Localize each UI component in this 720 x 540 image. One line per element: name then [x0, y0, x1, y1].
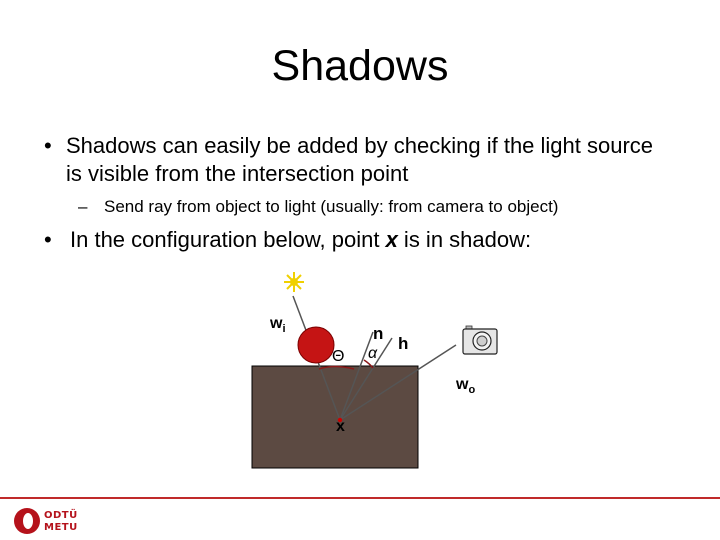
- wo-label: $w_o$: [456, 376, 476, 396]
- bullet-marker: •: [44, 133, 52, 158]
- x-label: x: [336, 418, 345, 435]
- logo-line-2: METU: [44, 522, 78, 533]
- bullet-text: In the configuration below, point x is in shadow:: [70, 227, 532, 252]
- bullet-marker: •: [44, 227, 52, 252]
- sub-bullet-text: Send ray from object to light (usually: from camera to object): [104, 197, 559, 216]
- point-x-emphasis: x: [385, 227, 398, 252]
- logo-line-1: ODTÜ: [44, 510, 78, 521]
- wi-label: $w_i$: [270, 315, 286, 335]
- h-label: h: [398, 334, 409, 353]
- sub-bullet-marker: –: [78, 197, 88, 216]
- surface-block: [252, 366, 418, 468]
- slide-title: Shadows: [271, 42, 449, 90]
- occluder-sphere: [298, 327, 334, 363]
- metu-logo-mark-icon: [14, 508, 40, 534]
- theta-label: Θ: [332, 348, 345, 365]
- bullet-text: Shadows can easily be added by checking if the light source is visible from the intersection point: [66, 133, 654, 186]
- n-label: n: [373, 324, 384, 343]
- footer-line: [0, 497, 720, 499]
- camera-icon: [463, 326, 497, 354]
- alpha-label: α: [368, 345, 378, 362]
- metu-logo: [14, 508, 86, 536]
- sun-icon: [284, 272, 304, 292]
